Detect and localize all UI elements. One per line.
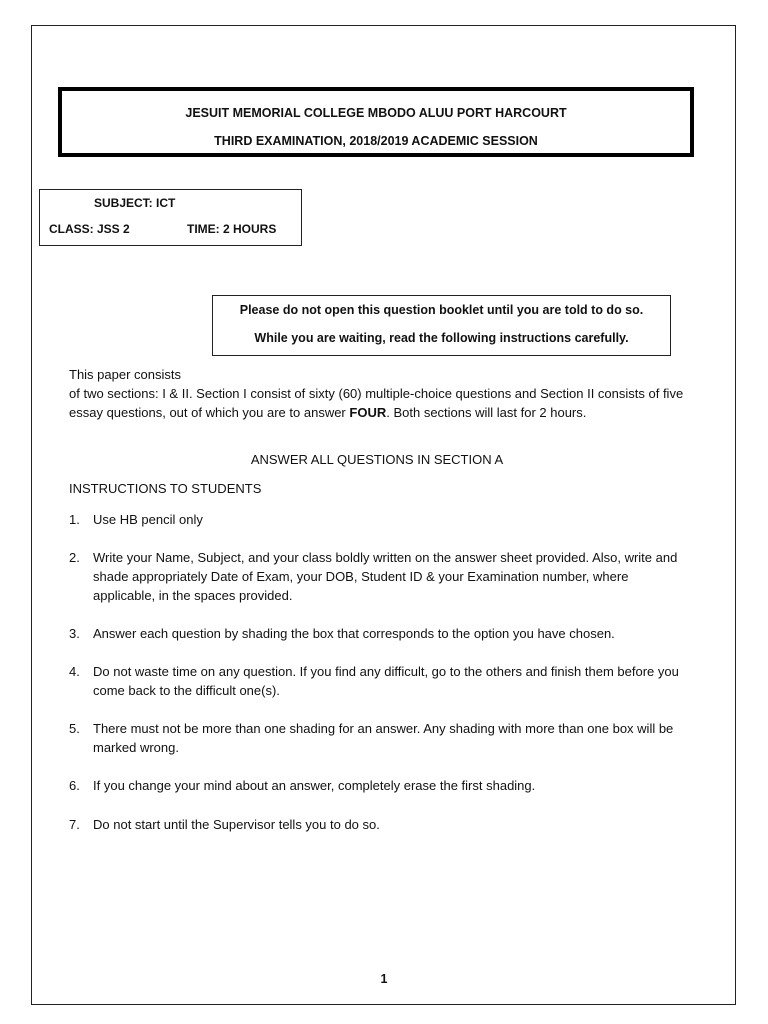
instruction-text: There must not be more than one shading for an answer. Any shading with more than one box will be marked wrong. bbox=[93, 721, 674, 755]
time-label: TIME: 2 HOURS bbox=[187, 222, 277, 236]
notice-line-2: While you are waiting, read the following instructions carefully. bbox=[254, 331, 629, 345]
instruction-number: 1. bbox=[69, 512, 80, 527]
instruction-number: 4. bbox=[69, 664, 80, 679]
instruction-item bbox=[69, 624, 684, 643]
instructions-title: INSTRUCTIONS TO STUDENTS bbox=[69, 481, 262, 496]
intro-body-bold: FOUR bbox=[349, 405, 387, 420]
intro-body-after: . Both sections will last for 2 hours. bbox=[386, 405, 587, 420]
instruction-item bbox=[69, 662, 684, 700]
class-label: CLASS: JSS 2 bbox=[49, 222, 130, 236]
answer-all-heading: ANSWER ALL QUESTIONS IN SECTION A bbox=[250, 452, 504, 467]
instruction-number: 6. bbox=[69, 778, 80, 793]
instruction-text: If you change your mind about an answer, completely erase the first shading. bbox=[93, 778, 536, 793]
intro-body-before: of two sections: I & II. Section I consist of sixty (60) multiple-choice questions and Section II consists of five essay questions, out of which you are to answer bbox=[69, 386, 684, 420]
instruction-text: Write your Name, Subject, and your class boldly written on the answer sheet provided. Also, write and shade appropriately Date of Exam, your DOB, Student ID & your Examination number, where applicable, in the spaces provided. bbox=[93, 550, 678, 603]
subject-details-box bbox=[39, 189, 302, 246]
instruction-text: Use HB pencil only bbox=[93, 512, 203, 527]
intro-paragraph bbox=[69, 365, 699, 422]
notice-box bbox=[212, 295, 671, 356]
subject-label: SUBJECT: ICT bbox=[94, 196, 176, 210]
instruction-item bbox=[69, 815, 684, 834]
instruction-number: 3. bbox=[69, 626, 80, 641]
instruction-item bbox=[69, 719, 684, 757]
instruction-text: Do not waste time on any question. If you find any difficult, go to the others and finish them before you come back to the difficult one(s). bbox=[93, 664, 679, 698]
intro-body bbox=[69, 384, 699, 422]
instruction-number: 5. bbox=[69, 721, 80, 736]
instruction-text: Answer each question by shading the box that corresponds to the option you have chosen. bbox=[93, 626, 615, 641]
exam-header bbox=[58, 87, 694, 157]
intro-first-line: This paper consists bbox=[69, 367, 181, 382]
instruction-text: Do not start until the Supervisor tells you to do so. bbox=[93, 817, 380, 832]
exam-title: THIRD EXAMINATION, 2018/2019 ACADEMIC SESSION bbox=[214, 134, 538, 148]
page-number: 1 bbox=[380, 972, 388, 986]
notice-line-1: Please do not open this question booklet until you are told to do so. bbox=[239, 303, 644, 317]
school-name: JESUIT MEMORIAL COLLEGE MBODO ALUU PORT HARCOURT bbox=[185, 106, 567, 120]
instruction-item bbox=[69, 776, 684, 795]
instruction-number: 7. bbox=[69, 817, 80, 832]
instruction-item bbox=[69, 510, 684, 529]
instruction-number: 2. bbox=[69, 550, 80, 565]
instruction-item bbox=[69, 548, 684, 605]
